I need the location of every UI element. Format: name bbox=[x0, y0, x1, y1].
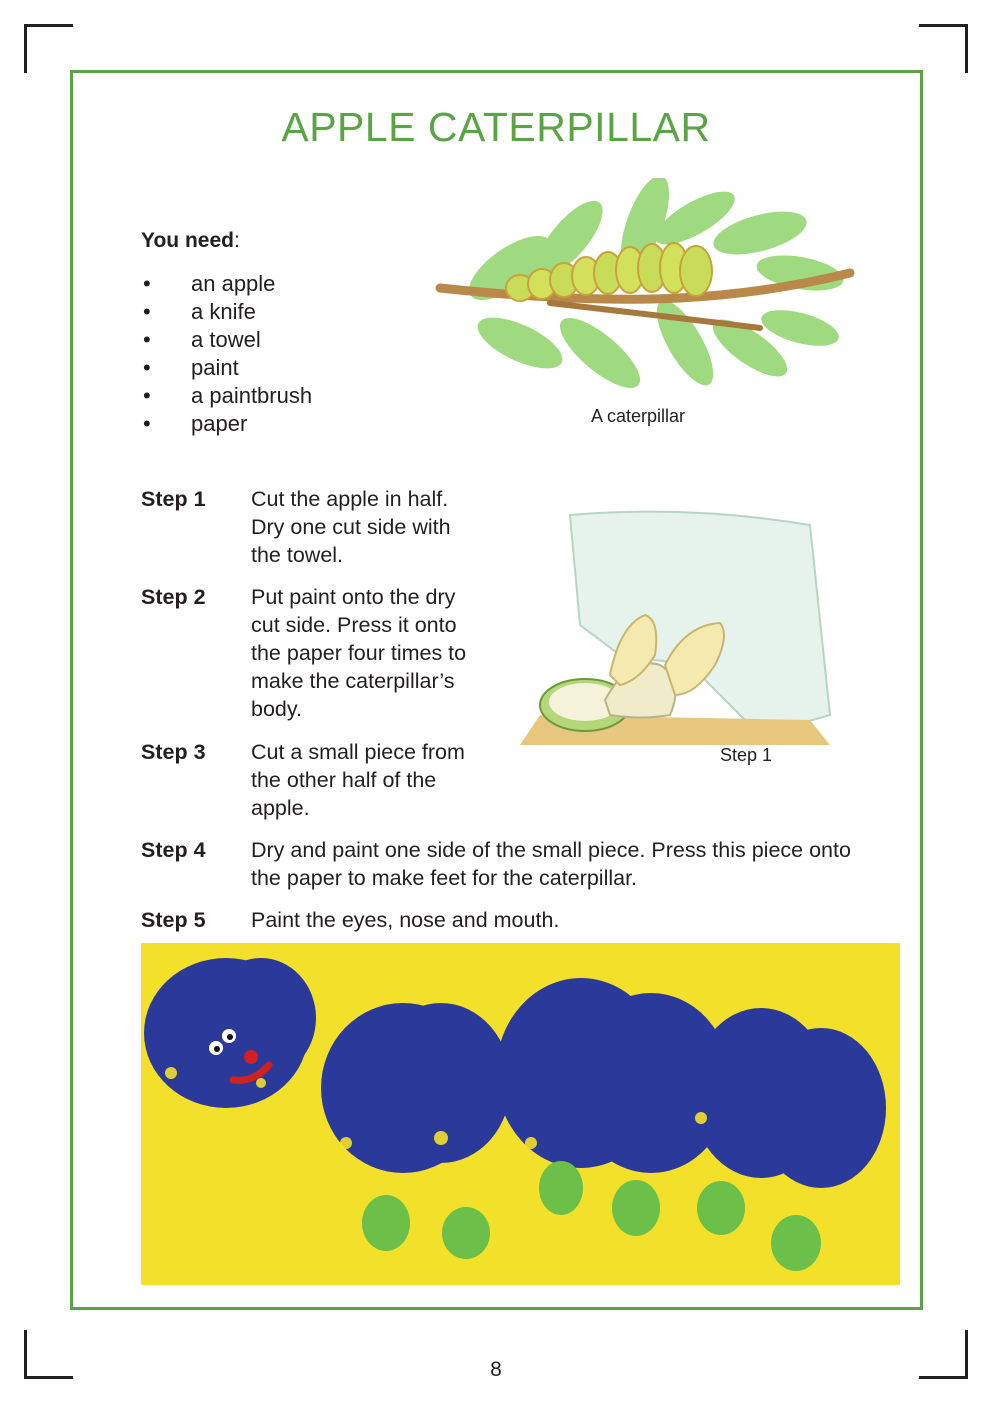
bullet: • bbox=[143, 411, 151, 436]
page-number: 8 bbox=[490, 1358, 502, 1381]
crop-mark-top-right bbox=[919, 24, 968, 73]
step-text: Dry and paint one side of the small piece. Press this piece onto the paper to make feet for the caterpillar. bbox=[251, 838, 851, 890]
step-label: Step 2 bbox=[141, 585, 206, 609]
list-item bbox=[141, 326, 312, 354]
step-text: Put paint onto the dry cut side. Press it onto the paper four times to make the caterpillar’s body. bbox=[251, 585, 467, 721]
step-label: Step 1 bbox=[141, 487, 206, 511]
list-item bbox=[141, 410, 312, 438]
material-text: a paintbrush bbox=[191, 383, 313, 408]
material-text: an apple bbox=[191, 271, 276, 296]
list-item bbox=[141, 298, 312, 326]
material-text: paper bbox=[191, 411, 248, 436]
step-text: Paint the eyes, nose and mouth. bbox=[251, 908, 560, 932]
material-text: a towel bbox=[191, 327, 261, 352]
crop-mark-top-left bbox=[24, 24, 73, 73]
step-label: Step 5 bbox=[141, 908, 206, 932]
bullet: • bbox=[143, 355, 151, 380]
bullet: • bbox=[143, 299, 151, 324]
finished-caterpillar-photo bbox=[141, 943, 900, 1285]
step-1-illustration bbox=[510, 505, 840, 745]
list-item bbox=[141, 270, 312, 298]
material-text: paint bbox=[191, 355, 239, 380]
bullet: • bbox=[143, 383, 151, 408]
materials-list bbox=[141, 270, 312, 438]
material-text: a knife bbox=[191, 299, 256, 324]
bullet: • bbox=[143, 327, 151, 352]
step-text: Cut the apple in half. Dry one cut side with the towel. bbox=[251, 487, 451, 567]
page-title: APPLE CATERPILLAR bbox=[281, 104, 711, 150]
bullet: • bbox=[143, 271, 151, 296]
step-text: Cut a small piece from the other half of the apple. bbox=[251, 740, 465, 820]
step-label: Step 3 bbox=[141, 740, 206, 764]
caterpillar-caption: A caterpillar bbox=[591, 406, 686, 426]
you-need-heading bbox=[141, 229, 240, 253]
caterpillar-illustration bbox=[430, 178, 860, 403]
you-need-label: You need bbox=[141, 229, 234, 252]
list-item bbox=[141, 382, 312, 410]
step-label: Step 4 bbox=[141, 838, 206, 862]
step-1-caption: Step 1 bbox=[720, 745, 773, 765]
list-item bbox=[141, 354, 312, 382]
you-need-colon: : bbox=[233, 229, 240, 252]
